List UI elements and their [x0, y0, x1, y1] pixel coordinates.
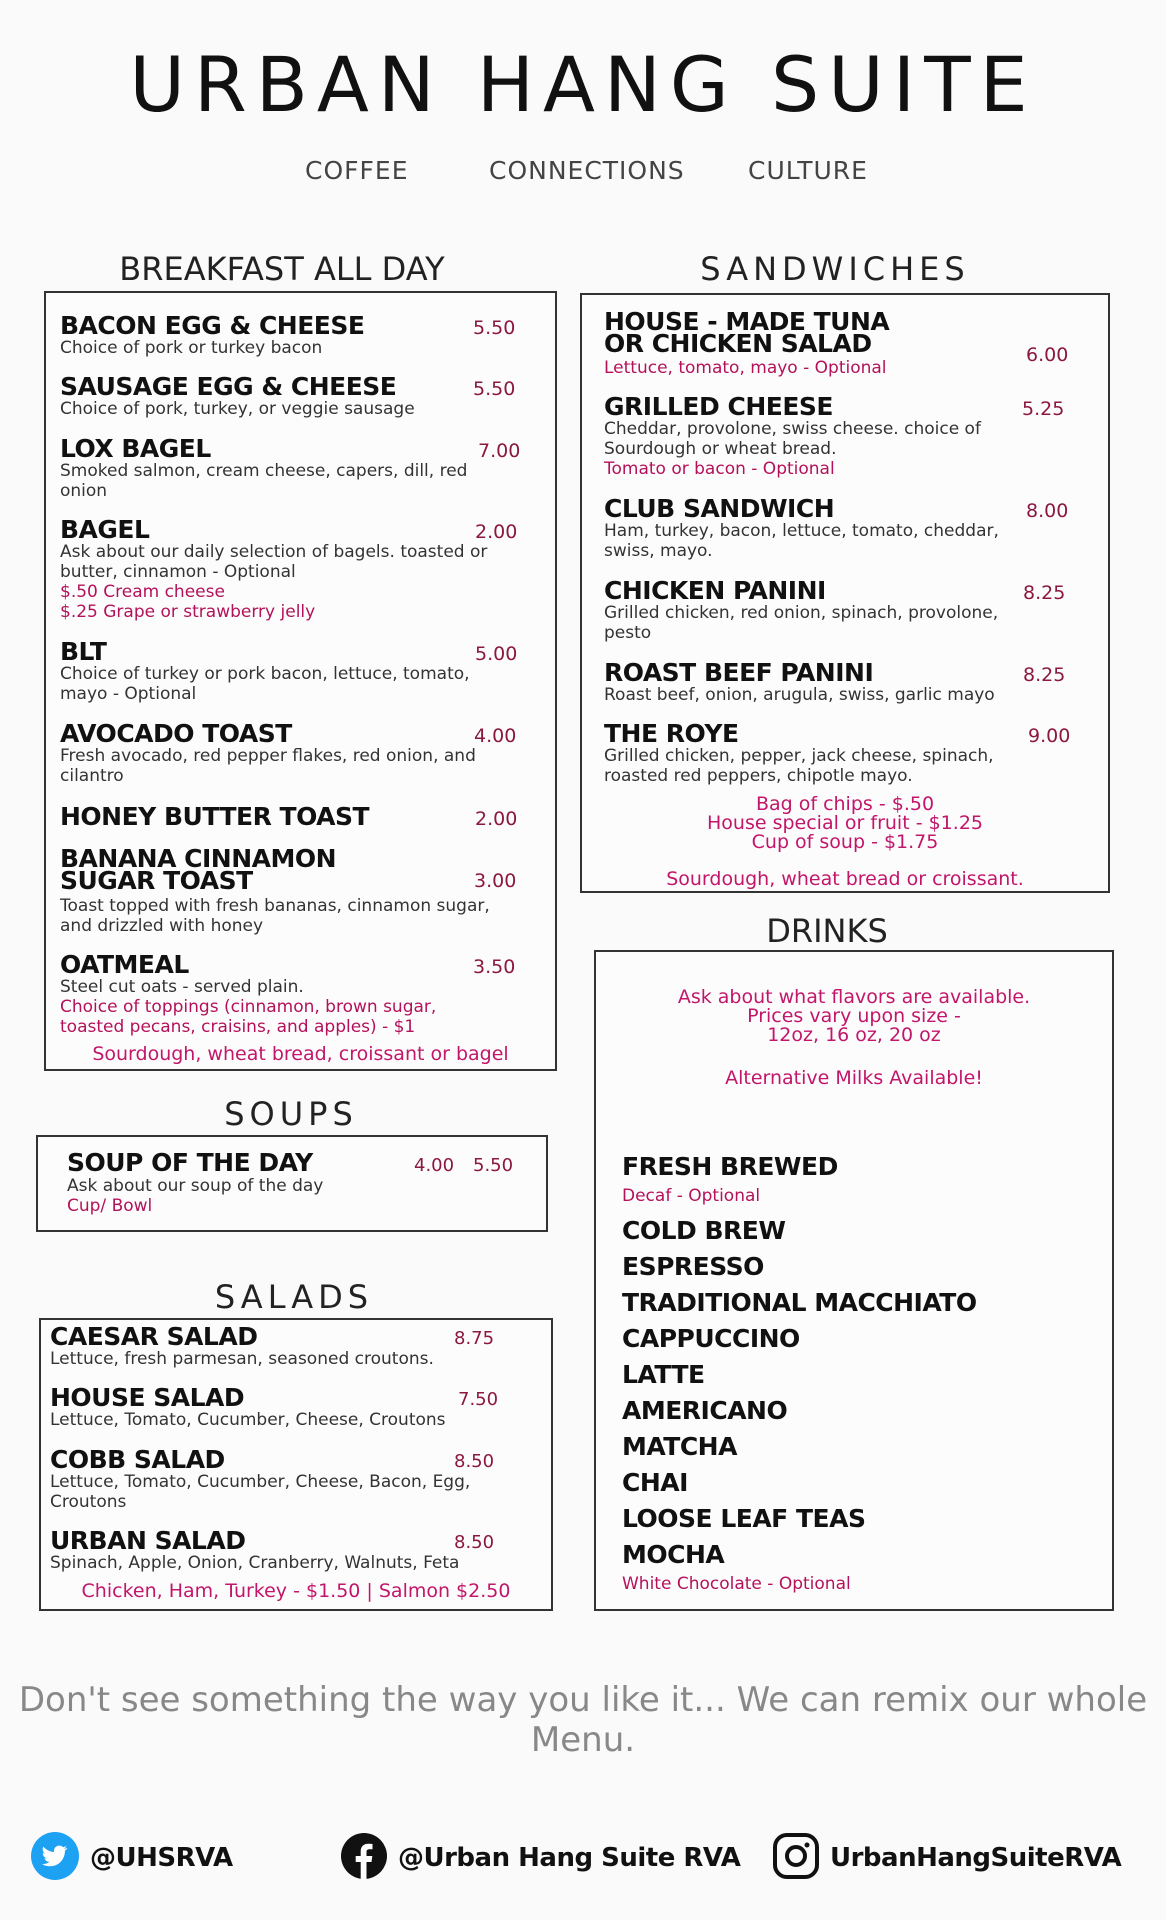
remix-tagline: Don't see something the way you like it... We can remix our whole Menu.	[18, 1680, 1148, 1760]
salads-box	[39, 1318, 553, 1611]
item-name: OATMEAL	[60, 950, 189, 979]
item-price: 8.50	[454, 1451, 495, 1472]
salads-heading: SALADS	[214, 1278, 374, 1316]
item-description: Choice of pork or turkey bacon	[60, 338, 323, 358]
item-name: HOUSE SALAD	[50, 1383, 245, 1412]
item-description: Roast beef, onion, arugula, swiss, garlic mayo	[604, 685, 995, 705]
item-name: ROAST BEEF PANINI	[604, 658, 874, 687]
drink-item: LOOSE LEAF TEAS	[622, 1504, 866, 1533]
item-price: 2.00	[475, 521, 518, 543]
item-name: URBAN SALAD	[50, 1526, 246, 1555]
item-option: $.25 Grape or strawberry jelly	[60, 602, 316, 622]
item-description: Lettuce, Tomato, Cucumber, Cheese, Croutons	[50, 1410, 446, 1430]
item-name: HOUSE - MADE TUNA OR CHICKEN SALAD	[604, 307, 890, 358]
item-price: 9.00	[1028, 725, 1071, 747]
drinks-price-note: Prices vary upon size -	[747, 1005, 961, 1027]
item-price: 7.50	[458, 1389, 499, 1410]
alt-milks-note: Alternative Milks Available!	[725, 1067, 983, 1089]
item-name: LOX BAGEL	[60, 434, 211, 463]
item-name: BANANA CINNAMON SUGAR TOAST	[60, 844, 337, 895]
instagram-handle: UrbanHangSuiteRVA	[830, 1843, 1122, 1873]
drink-item: CHAI	[622, 1468, 688, 1497]
sides-house-special: House special or fruit - $1.25	[707, 812, 983, 834]
item-option: Lettuce, tomato, mayo - Optional	[604, 358, 887, 378]
item-description: Ham, turkey, bacon, lettuce, tomato, cheddar, swiss, mayo.	[604, 521, 999, 561]
item-description: Spinach, Apple, Onion, Cranberry, Walnuts, Feta	[50, 1553, 460, 1573]
item-name: COBB SALAD	[50, 1445, 225, 1474]
item-name: CLUB SANDWICH	[604, 494, 835, 523]
drink-item: AMERICANO	[622, 1396, 788, 1425]
restaurant-title: URBAN HANG SUITE	[129, 40, 1037, 129]
drink-item: MATCHA	[622, 1432, 737, 1461]
item-name: BACON EGG & CHEESE	[60, 311, 365, 340]
item-price: 3.50	[473, 956, 516, 978]
item-price: 8.00	[1026, 500, 1069, 522]
instagram-icon	[772, 1832, 820, 1884]
item-option: Cup/ Bowl	[67, 1196, 153, 1216]
twitter-handle: @UHSRVA	[90, 1843, 233, 1873]
drink-option: Decaf - Optional	[622, 1186, 761, 1206]
item-price: 5.00	[475, 643, 518, 665]
drinks-sizes-note: 12oz, 16 oz, 20 oz	[767, 1024, 941, 1046]
item-price: 8.75	[454, 1328, 495, 1349]
tagline-coffee: COFFEE	[305, 156, 409, 185]
item-option: Choice of toppings (cinnamon, brown sugar, toasted pecans, craisins, and apples) - $1	[60, 997, 437, 1037]
item-price: 2.00	[475, 808, 518, 830]
item-price: 5.25	[1022, 398, 1065, 420]
item-name: SAUSAGE EGG & CHEESE	[60, 372, 397, 401]
item-description: Ask about our soup of the day	[67, 1176, 324, 1196]
item-name: SOUP OF THE DAY	[67, 1148, 313, 1177]
item-price: 4.00	[474, 725, 517, 747]
item-description: Toast topped with fresh bananas, cinnamon sugar, and drizzled with honey	[60, 896, 490, 936]
facebook-icon	[340, 1832, 388, 1884]
drink-item: MOCHA	[622, 1540, 725, 1569]
item-price: 7.00	[478, 440, 521, 462]
item-description: Cheddar, provolone, swiss cheese. choice of Sourdough or wheat bread.	[604, 419, 981, 459]
twitter-icon	[30, 1831, 80, 1885]
tagline-connections: CONNECTIONS	[489, 156, 685, 185]
item-price: 3.00	[474, 870, 517, 892]
breakfast-bread-note: Sourdough, wheat bread, croissant or bagel	[92, 1043, 509, 1065]
item-price: 5.50	[473, 378, 516, 400]
drinks-heading: DRINKS	[766, 912, 888, 950]
breakfast-box	[44, 291, 557, 1071]
item-description: Grilled chicken, pepper, jack cheese, spinach, roasted red peppers, chipotle mayo.	[604, 746, 994, 786]
drinks-flavor-note: Ask about what flavors are available.	[677, 986, 1031, 1008]
item-name: AVOCADO TOAST	[60, 719, 292, 748]
item-description: Lettuce, fresh parmesan, seasoned croutons.	[50, 1349, 434, 1369]
item-description: Grilled chicken, red onion, spinach, provolone, pesto	[604, 603, 999, 643]
drink-item: LATTE	[622, 1360, 705, 1389]
item-name: CAESAR SALAD	[50, 1322, 258, 1351]
drink-item: TRADITIONAL MACCHIATO	[622, 1288, 977, 1317]
facebook-handle: @Urban Hang Suite RVA	[398, 1843, 741, 1873]
sandwich-bread-note: Sourdough, wheat bread or croissant.	[666, 868, 1024, 890]
item-option: Tomato or bacon - Optional	[604, 459, 835, 479]
tagline-culture: CULTURE	[748, 156, 868, 185]
item-name: BLT	[60, 637, 107, 666]
item-description: Smoked salmon, cream cheese, capers, dill, red onion	[60, 461, 468, 501]
soups-heading: SOUPS	[224, 1095, 358, 1133]
drink-item: FRESH BREWED	[622, 1152, 838, 1181]
item-description: Choice of turkey or pork bacon, lettuce, tomato, mayo - Optional	[60, 664, 470, 704]
item-price: 6.00	[1026, 344, 1069, 366]
item-description: Fresh avocado, red pepper flakes, red onion, and cilantro	[60, 746, 476, 786]
breakfast-heading: BREAKFAST ALL DAY	[119, 250, 445, 288]
item-price: 8.25	[1023, 582, 1066, 604]
item-name: HONEY BUTTER TOAST	[60, 802, 370, 831]
item-description: Steel cut oats - served plain.	[60, 977, 304, 997]
item-name: THE ROYE	[604, 719, 739, 748]
drink-item: COLD BREW	[622, 1216, 786, 1245]
sandwiches-box	[580, 293, 1110, 893]
social-twitter[interactable]	[30, 1830, 233, 1886]
item-name: CHICKEN PANINI	[604, 576, 826, 605]
drinks-box	[594, 950, 1114, 1611]
item-description: Choice of pork, turkey, or veggie sausage	[60, 399, 415, 419]
item-name: BAGEL	[60, 515, 150, 544]
item-description: Lettuce, Tomato, Cucumber, Cheese, Bacon, Egg, Croutons	[50, 1472, 471, 1512]
item-price-cup: 4.00	[414, 1155, 455, 1176]
sides-chips: Bag of chips - $.50	[755, 793, 935, 815]
item-option: $.50 Cream cheese	[60, 582, 225, 602]
item-price: 8.50	[454, 1532, 495, 1553]
item-description: Ask about our daily selection of bagels. toasted or butter, cinnamon - Optional	[60, 542, 488, 582]
item-price: 8.25	[1023, 664, 1066, 686]
soups-box	[36, 1135, 548, 1232]
social-facebook[interactable]	[340, 1830, 740, 1886]
salad-protein-note: Chicken, Ham, Turkey - $1.50 | Salmon $2.50	[81, 1580, 511, 1602]
drink-item: CAPPUCCINO	[622, 1324, 800, 1353]
item-price-bowl: 5.50	[473, 1155, 514, 1176]
drink-option: White Chocolate - Optional	[622, 1574, 851, 1594]
drink-item: ESPRESSO	[622, 1252, 764, 1281]
sandwiches-heading: SANDWICHES	[700, 250, 970, 288]
item-price: 5.50	[473, 317, 516, 339]
item-name: GRILLED CHEESE	[604, 392, 833, 421]
social-instagram[interactable]	[772, 1830, 1121, 1886]
sides-cup-of-soup: Cup of soup - $1.75	[751, 831, 939, 853]
